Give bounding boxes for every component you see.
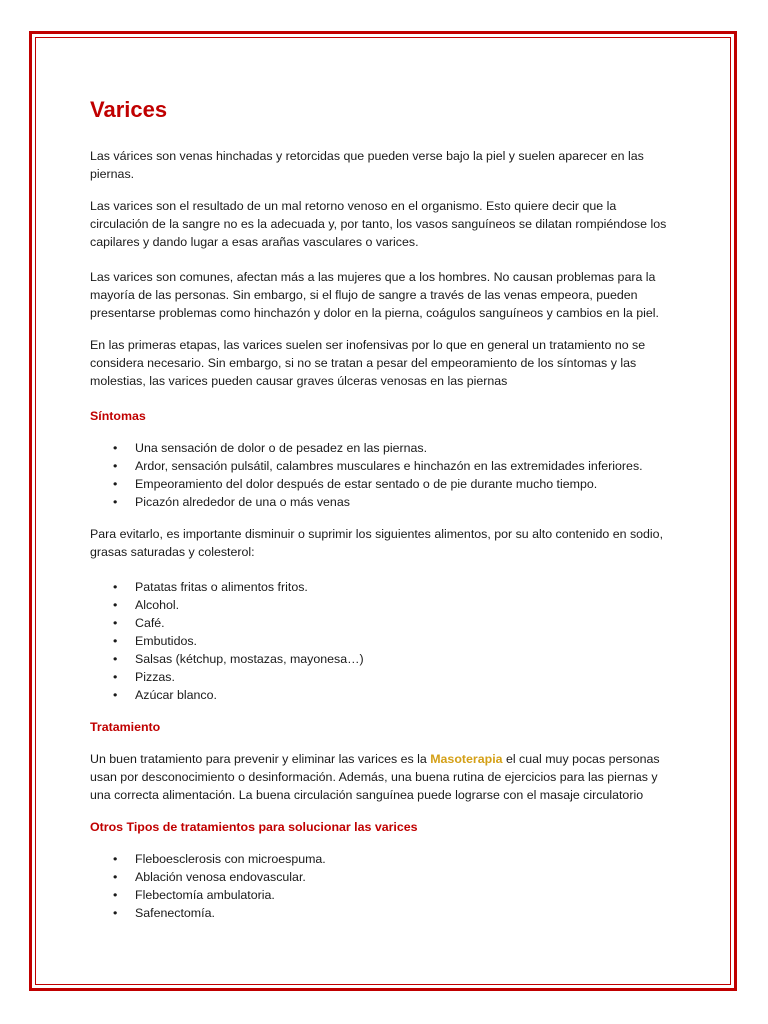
bullet-icon: • bbox=[113, 688, 118, 702]
intro-paragraph-1: Las várices son venas hinchadas y retorcidas que pueden verse bajo la piel y suelen aparecer en las piernas. bbox=[90, 149, 644, 181]
bullet-icon: • bbox=[113, 670, 118, 684]
foods-list bbox=[90, 578, 670, 704]
bullet-icon: • bbox=[113, 888, 118, 902]
list-item: • Café. bbox=[113, 616, 165, 630]
symptoms-heading: Síntomas bbox=[90, 409, 146, 423]
list-item: • Azúcar blanco. bbox=[113, 688, 217, 702]
other-treatments-heading: Otros Tipos de tratamientos para solucionar las varices bbox=[90, 820, 418, 834]
bullet-icon: • bbox=[113, 616, 118, 630]
bullet-icon: • bbox=[113, 441, 118, 455]
page-title: Varices bbox=[90, 97, 168, 122]
list-item: • Picazón alrededor de una o más venas bbox=[113, 495, 350, 509]
bullet-icon: • bbox=[113, 652, 118, 666]
foods-intro-paragraph: Para evitarlo, es importante disminuir o suprimir los siguientes alimentos, por su alto contenido en sodio, grasas saturadas y colesterol: bbox=[90, 527, 664, 559]
bullet-icon: • bbox=[113, 852, 118, 866]
list-item: • Ablación venosa endovascular. bbox=[113, 870, 306, 884]
bullet-icon: • bbox=[113, 634, 118, 648]
list-item: • Safenectomía. bbox=[113, 906, 215, 920]
intro-paragraph-4: En las primeras etapas, las varices suelen ser inofensivas por lo que en general un tratamiento no se considera necesario. Sin embargo, si no se tratan a pesar del empeoramiento de los síntomas y las molestias, las varices pueden causar graves úlceras venosas en las piernas bbox=[90, 338, 646, 388]
bullet-icon: • bbox=[113, 598, 118, 612]
bullet-icon: • bbox=[113, 580, 118, 594]
treatment-paragraph: Un buen tratamiento para prevenir y eliminar las varices es la Masoterapia el cual muy pocas personas usan por desconocimiento o desinformación. Además, una buena rutina de ejercicios para las piernas y una correcta alimentación. La buena circulación sanguínea puede lograrse con el masaje circulatorio bbox=[90, 752, 660, 802]
list-item: • Alcohol. bbox=[113, 598, 180, 612]
list-item: • Flebectomía ambulatoria. bbox=[113, 888, 275, 902]
list-item: • Ardor, sensación pulsátil, calambres musculares e hinchazón en las extremidades inferiores. bbox=[113, 459, 643, 473]
bullet-icon: • bbox=[113, 495, 118, 509]
list-item: • Fleboesclerosis con microespuma. bbox=[113, 852, 326, 866]
bullet-icon: • bbox=[113, 906, 118, 920]
symptoms-list bbox=[90, 439, 670, 511]
list-item: • Una sensación de dolor o de pesadez en las piernas. bbox=[113, 441, 428, 455]
other-treatments-list bbox=[90, 850, 670, 922]
list-item: • Embutidos. bbox=[113, 634, 197, 648]
document-content bbox=[90, 92, 670, 936]
list-item: • Salsas (kétchup, mostazas, mayonesa…) bbox=[113, 652, 364, 666]
bullet-icon: • bbox=[113, 459, 118, 473]
treatment-heading: Tratamiento bbox=[90, 720, 161, 734]
list-item: • Pizzas. bbox=[113, 670, 175, 684]
intro-paragraph-2: Las varices son el resultado de un mal retorno venoso en el organismo. Esto quiere decir que la circulación de la sangre no es la adecuada y, por tanto, los vasos sanguíneos se dilatan rompiéndose los capilares y dando lugar a esas arañas vasculares o varices. bbox=[90, 199, 667, 249]
intro-paragraph-3: Las varices son comunes, afectan más a las mujeres que a los hombres. No causan problemas para la mayoría de las personas. Sin embargo, si el flujo de sangre a través de las venas empeora, pueden presentarse problemas como hinchazón y dolor en la pierna, coágulos sanguíneos y cambios en la piel. bbox=[90, 270, 659, 320]
bullet-icon: • bbox=[113, 870, 118, 884]
masoterapia-highlight: Masoterapia bbox=[430, 752, 503, 766]
list-item: • Patatas fritas o alimentos fritos. bbox=[113, 580, 308, 594]
list-item: • Empeoramiento del dolor después de estar sentado o de pie durante mucho tiempo. bbox=[113, 477, 598, 491]
bullet-icon: • bbox=[113, 477, 118, 491]
